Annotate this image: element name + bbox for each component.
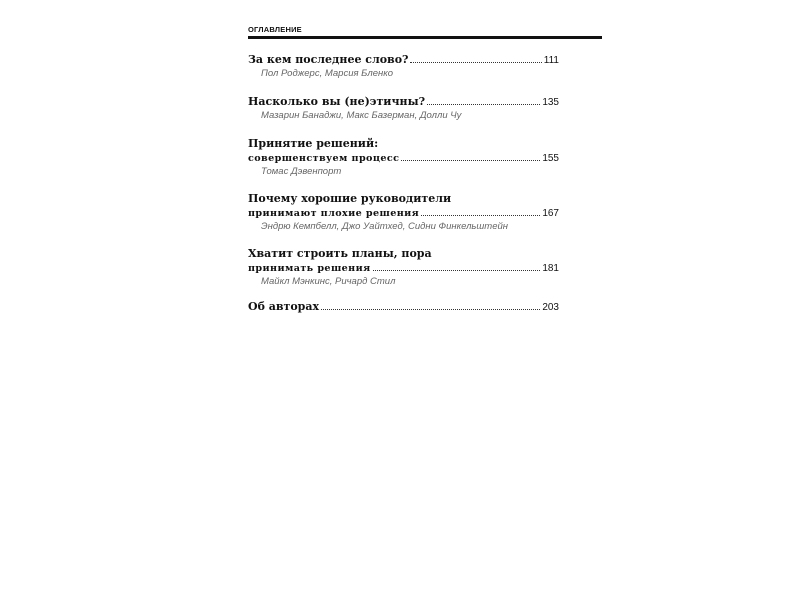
toc-entry-title: Хватит строить планы, пора: [248, 247, 432, 260]
toc-entry-authors: Томас Дэвенпорт: [261, 166, 342, 177]
dot-leader: [421, 214, 540, 216]
toc-entry-authors: Пол Роджерс, Марсия Бленко: [261, 68, 394, 79]
toc-entry-title-continued: совершенствуем процесс: [248, 153, 400, 164]
toc-entry-line: [248, 246, 559, 262]
toc-entry-title: Почему хорошие руководители: [248, 192, 452, 205]
toc-entry[interactable]: [248, 246, 559, 288]
toc-entry-title: Насколько вы (не)этичны?: [248, 95, 426, 108]
dot-leader: [321, 308, 540, 310]
toc-entry-page: 203: [542, 302, 559, 313]
toc-entry-title-continued: принимать решения: [248, 263, 371, 274]
toc-entry-line: [248, 262, 559, 275]
toc-entry-page: 181: [542, 263, 559, 274]
toc-entry-authors: Майкл Мэнкинс, Ричард Стил: [261, 276, 396, 287]
toc-entry-title-continued: принимают плохие решения: [248, 208, 420, 219]
toc-entry-line: [248, 191, 559, 207]
toc-entry-line: [248, 207, 559, 220]
toc-entry-line: [248, 300, 559, 314]
dot-leader: [427, 103, 540, 105]
toc-entry-page: 167: [542, 208, 559, 219]
toc-entry-authors: Эндрю Кемпбелл, Джо Уайтхед, Сидни Финкельштейн: [261, 221, 509, 232]
dot-leader: [401, 159, 540, 161]
toc-entry-title: Об авторах: [248, 300, 320, 313]
toc-entry-title: За кем последнее слово?: [248, 53, 409, 66]
toc-entry[interactable]: [248, 191, 559, 233]
table-of-contents: [248, 53, 559, 316]
toc-header-label: ОГЛАВЛЕНИЕ: [248, 25, 302, 34]
toc-entry-line: [248, 95, 559, 109]
toc-entry[interactable]: [248, 53, 559, 81]
toc-entry-page: 135: [542, 97, 559, 108]
toc-entry-line: [248, 53, 559, 67]
toc-entry[interactable]: [248, 95, 559, 123]
header-rule: [248, 36, 602, 39]
toc-entry-line: [248, 152, 559, 165]
dot-leader: [373, 269, 541, 271]
toc-entry[interactable]: [248, 136, 559, 178]
toc-header: [248, 25, 602, 39]
toc-entry-page: 111: [543, 55, 559, 66]
toc-entry-line: [248, 136, 559, 152]
toc-entry-page: 155: [542, 153, 559, 164]
toc-entry-title: Принятие решений:: [248, 137, 379, 150]
toc-entry-authors: Мазарин Банаджи, Макс Базерман, Долли Чу: [261, 110, 462, 121]
dot-leader: [410, 61, 541, 63]
toc-entry[interactable]: [248, 300, 559, 316]
